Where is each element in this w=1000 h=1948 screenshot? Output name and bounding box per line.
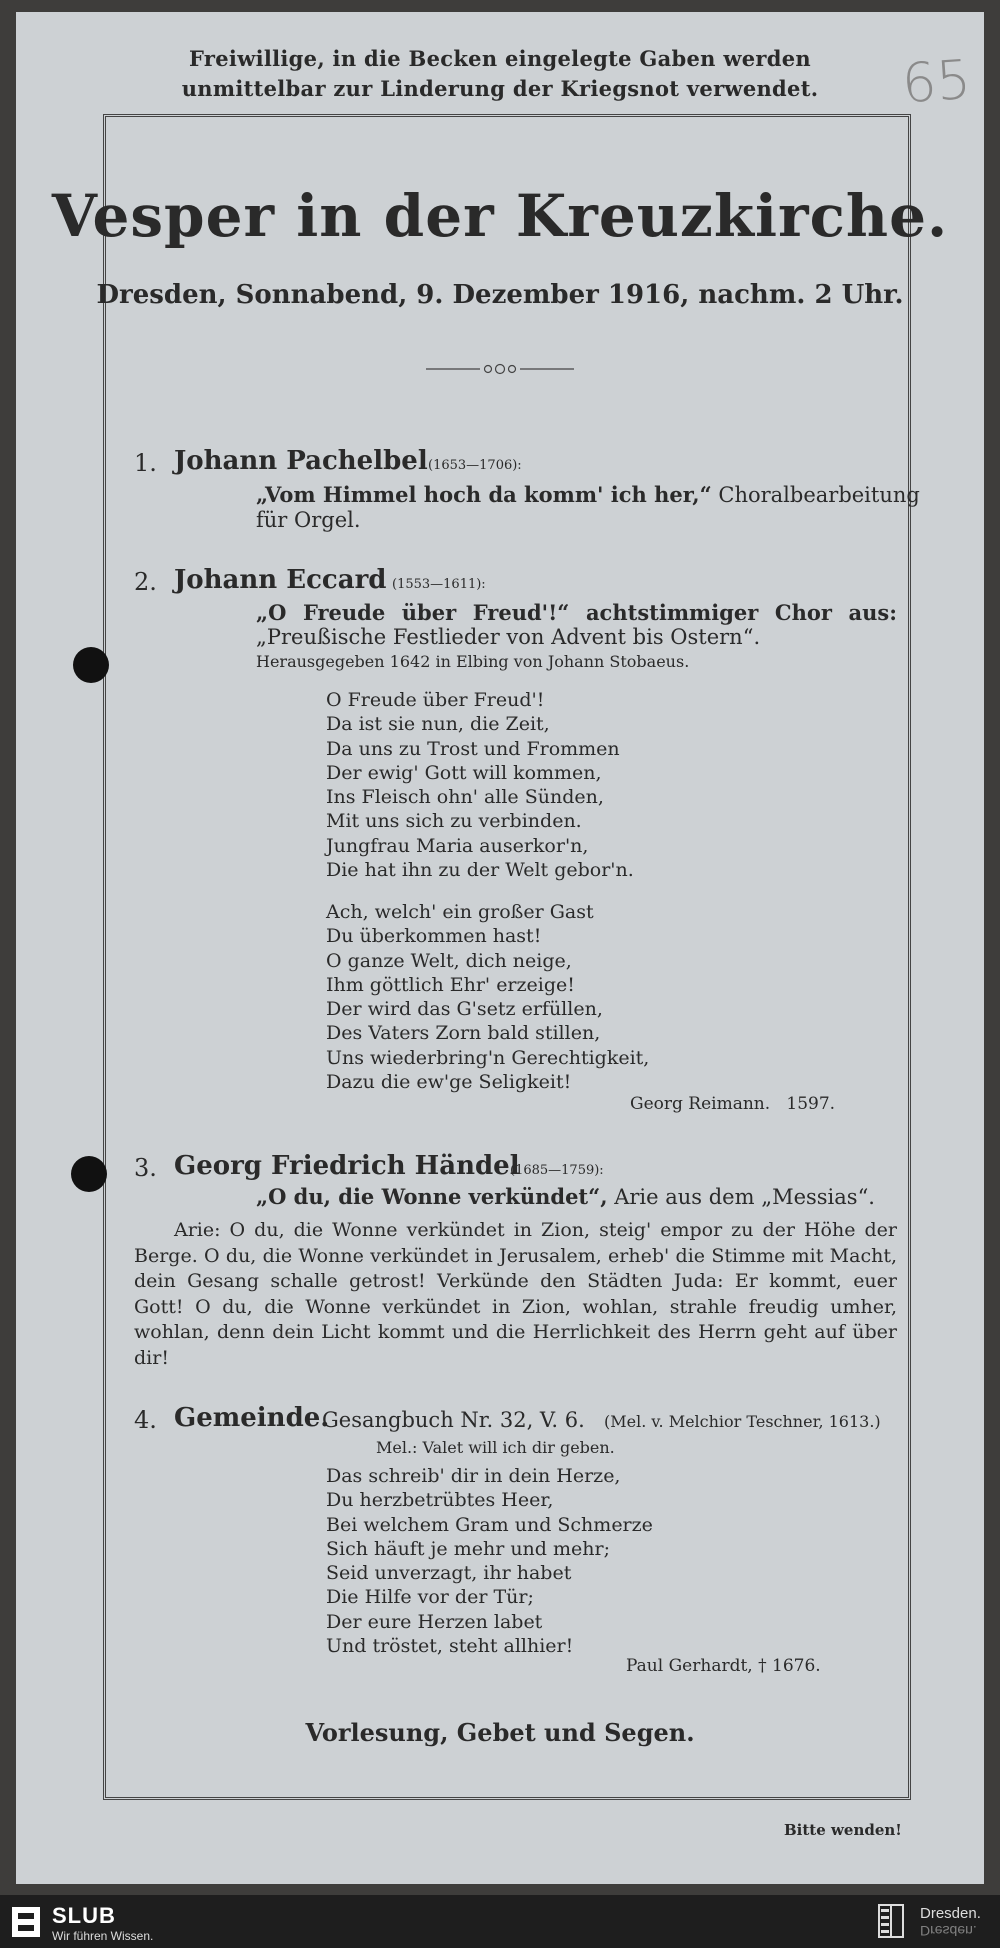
slub-tagline: Wir führen Wissen.: [52, 1929, 154, 1943]
composer-name: Johann Eccard: [174, 565, 387, 595]
donation-note-line-2: unmittelbar zur Linderung der Kriegsnot verwendet.: [181, 76, 819, 101]
slub-brand[interactable]: SLUB: [52, 1903, 116, 1928]
aria-text: Arie: O du, die Wonne verkündet in Zion, steig' empor zu der Höhe der Berge. O du, die Wonne verkündet in Jerusalem, erheb' die Stimme mit Macht, dein Gesang schalle getrost! Verkünde den Städten Juda: Er kommt, euer Gott! O du, die Wonne verkündet in Zion, wohlan, strahle freudig umher, wohlan, denn dein Licht kommt und die Herrlichkeit des Herrn geht auf über dir!: [134, 1219, 897, 1369]
verse-line: Seid unverzagt, ihr habet: [326, 1562, 572, 1585]
turn-over-note: Bitte wenden!: [784, 1821, 902, 1839]
partner-name-mirror: Dresden.: [920, 1923, 977, 1939]
verse-line: Da ist sie nun, die Zeit,: [326, 713, 550, 736]
verse-line: Bei welchem Gram und Schmerze: [326, 1513, 653, 1536]
verse-line: Du überkommen hast!: [326, 925, 542, 948]
verse-line: Du herzbetrübtes Heer,: [326, 1489, 554, 1512]
hymn-verse-2: [326, 900, 649, 1094]
item-number: 4.: [134, 1406, 157, 1434]
donation-note-line-1: Freiwillige, in die Becken eingelegte Gaben werden: [189, 46, 811, 71]
author-year: 1597.: [786, 1094, 836, 1114]
verse-line: Jungfrau Maria auserkor'n,: [326, 834, 589, 857]
verse-line: Ach, welch' ein großer Gast: [326, 901, 594, 923]
verse-line: Mit uns sich zu verbinden.: [326, 810, 582, 833]
verse-line: Uns wiederbring'n Gerechtigkeit,: [326, 1046, 650, 1069]
dresden-crest-icon[interactable]: [878, 1904, 904, 1938]
verse-line: Der wird das G'setz erfüllen,: [326, 998, 603, 1021]
verse-author: [630, 1094, 835, 1114]
composer-dates: (1685—1759):: [510, 1163, 604, 1178]
hymn-verse: [326, 1464, 653, 1658]
page-title: Vesper in der Kreuzkirche.: [51, 182, 949, 250]
punch-hole: [71, 1156, 107, 1192]
document-page: [16, 12, 984, 1884]
composer-name: Gemeinde.: [174, 1403, 330, 1433]
work-title: „O du, die Wonne verkündet“,: [256, 1184, 608, 1209]
composer-name: Johann Pachelbel: [174, 446, 428, 476]
work-genre: Arie aus dem „Messias“.: [614, 1185, 875, 1209]
composer-dates: (1653—1706):: [428, 458, 522, 473]
author-name: Georg Reimann.: [630, 1094, 771, 1114]
verse-line: Da uns zu Trost und Frommen: [326, 737, 620, 760]
work-description: „O Freude über Freud'!“ achtstimmiger Chor aus:: [256, 600, 897, 625]
footer-bar: [0, 1895, 1000, 1948]
work-description: [256, 482, 920, 507]
hymnbook-reference: Gesangbuch Nr. 32, V. 6.: [322, 1408, 585, 1432]
verse-line: Das schreib' dir in dein Herze,: [326, 1465, 621, 1487]
verse-line: Ins Fleisch ohn' alle Sünden,: [326, 786, 604, 809]
work-description: [256, 1184, 875, 1209]
verse-line: Der ewig' Gott will kommen,: [326, 761, 602, 784]
verse-line: Des Vaters Zorn bald stillen,: [326, 1022, 601, 1045]
edition-note: Herausgegeben 1642 in Elbing von Johann Stobaeus.: [256, 652, 690, 671]
partner-name[interactable]: Dresden.: [920, 1905, 981, 1922]
verse-line: O ganze Welt, dich neige,: [326, 949, 572, 972]
verse-line: Der eure Herzen labet: [326, 1610, 543, 1633]
slub-logo-icon[interactable]: [12, 1907, 40, 1937]
verse-line: Die Hilfe vor der Tür;: [326, 1586, 534, 1609]
melody-name: Mel.: Valet will ich dir geben.: [376, 1438, 615, 1457]
event-date-line: Dresden, Sonnabend, 9. Dezember 1916, nachm. 2 Uhr.: [96, 280, 904, 310]
work-source: „Preußische Festlieder von Advent bis Ostern“.: [256, 625, 761, 649]
verse-line: O Freude über Freud'!: [326, 689, 545, 711]
verse-line: Die hat ihn zu der Welt gebor'n.: [326, 859, 634, 882]
item-number: 1.: [134, 449, 157, 477]
handwritten-page-number: 65: [899, 47, 973, 116]
verse-line: Ihm göttlich Ehr' erzeige!: [326, 973, 575, 996]
item-number: 3.: [134, 1154, 157, 1182]
work-description-line-2: für Orgel.: [256, 508, 361, 532]
verse-line: Sich häuft je mehr und mehr;: [326, 1537, 610, 1560]
composer-name: Georg Friedrich Händel: [174, 1151, 520, 1181]
melody-composer-note: (Mel. v. Melchior Teschner, 1613.): [604, 1412, 881, 1431]
verse-author: Paul Gerhardt, † 1676.: [626, 1656, 821, 1676]
verse-line: Und tröstet, steht allhier!: [326, 1635, 574, 1658]
work-genre: Choralbearbeitung: [718, 483, 920, 507]
punch-hole: [73, 647, 109, 683]
hymn-verse-1: [326, 688, 634, 882]
closing-line: Vorlesung, Gebet und Segen.: [305, 1718, 695, 1747]
divider-ornament: [426, 362, 574, 376]
item-number: 2.: [134, 568, 157, 596]
verse-line: Dazu die ew'ge Seligkeit!: [326, 1071, 572, 1094]
work-title: „Vom Himmel hoch da komm' ich her,“: [256, 482, 712, 507]
composer-dates: (1553—1611):: [392, 577, 486, 592]
